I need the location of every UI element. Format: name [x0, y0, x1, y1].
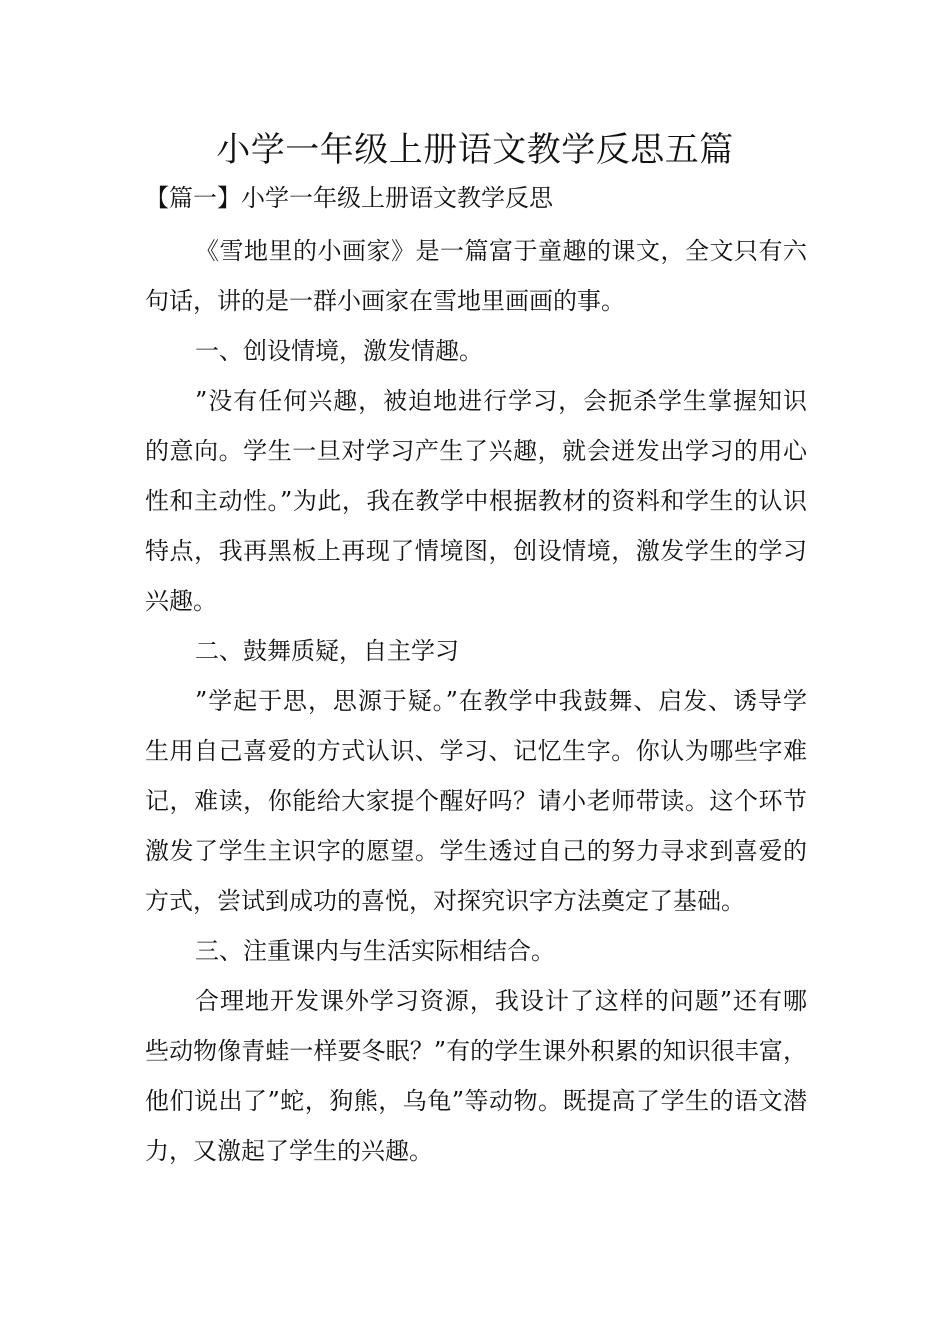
paragraph-interest: ”没有任何兴趣，被迫地进行学习，会扼杀学生掌握知识的意向。学生一旦对学习产生了兴趣，就会迸发出学习的用心性和主动性。”为此，我在教学中根据教材的资料和学生的认识特点，我再黑板上再现了情境图，创设情境，激发学生的学习兴趣。	[145, 387, 807, 615]
document-body	[145, 226, 807, 1176]
subheading-three: 三、注重课内与生活实际相结合。	[195, 937, 555, 965]
paragraph-questioning: ”学起于思，思源于疑。”在教学中我鼓舞、启发、诱导学生用自己喜爱的方式认识、学习、记忆生字。你认为哪些字难记，难读，你能给大家提个醒好吗？请小老师带读。这个环节激发了学生主识字的愿望。学生透过自己的努力寻求到喜爱的方式，尝试到成功的喜悦，对探究识字方法奠定了基础。	[145, 687, 807, 915]
section-heading: 【篇一】小学一年级上册语文教学反思	[145, 184, 553, 212]
subheading-two: 二、鼓舞质疑，自主学习	[195, 637, 459, 665]
paragraph-life: 合理地开发课外学习资源，我设计了这样的问题”还有哪些动物像青蛙一样要冬眠？”有的学生课外积累的知识很丰富，他们说出了”蛇，狗熊，乌龟”等动物。既提高了学生的语文潜力，又激起了学生的兴趣。	[145, 987, 807, 1165]
document-title: 小学一年级上册语文教学反思五篇	[216, 130, 734, 170]
paragraph-intro: 《雪地里的小画家》是一篇富于童趣的课文，全文只有六句话，讲的是一群小画家在雪地里画画的事。	[145, 237, 807, 315]
subheading-one: 一、创设情境，激发情趣。	[195, 337, 483, 365]
